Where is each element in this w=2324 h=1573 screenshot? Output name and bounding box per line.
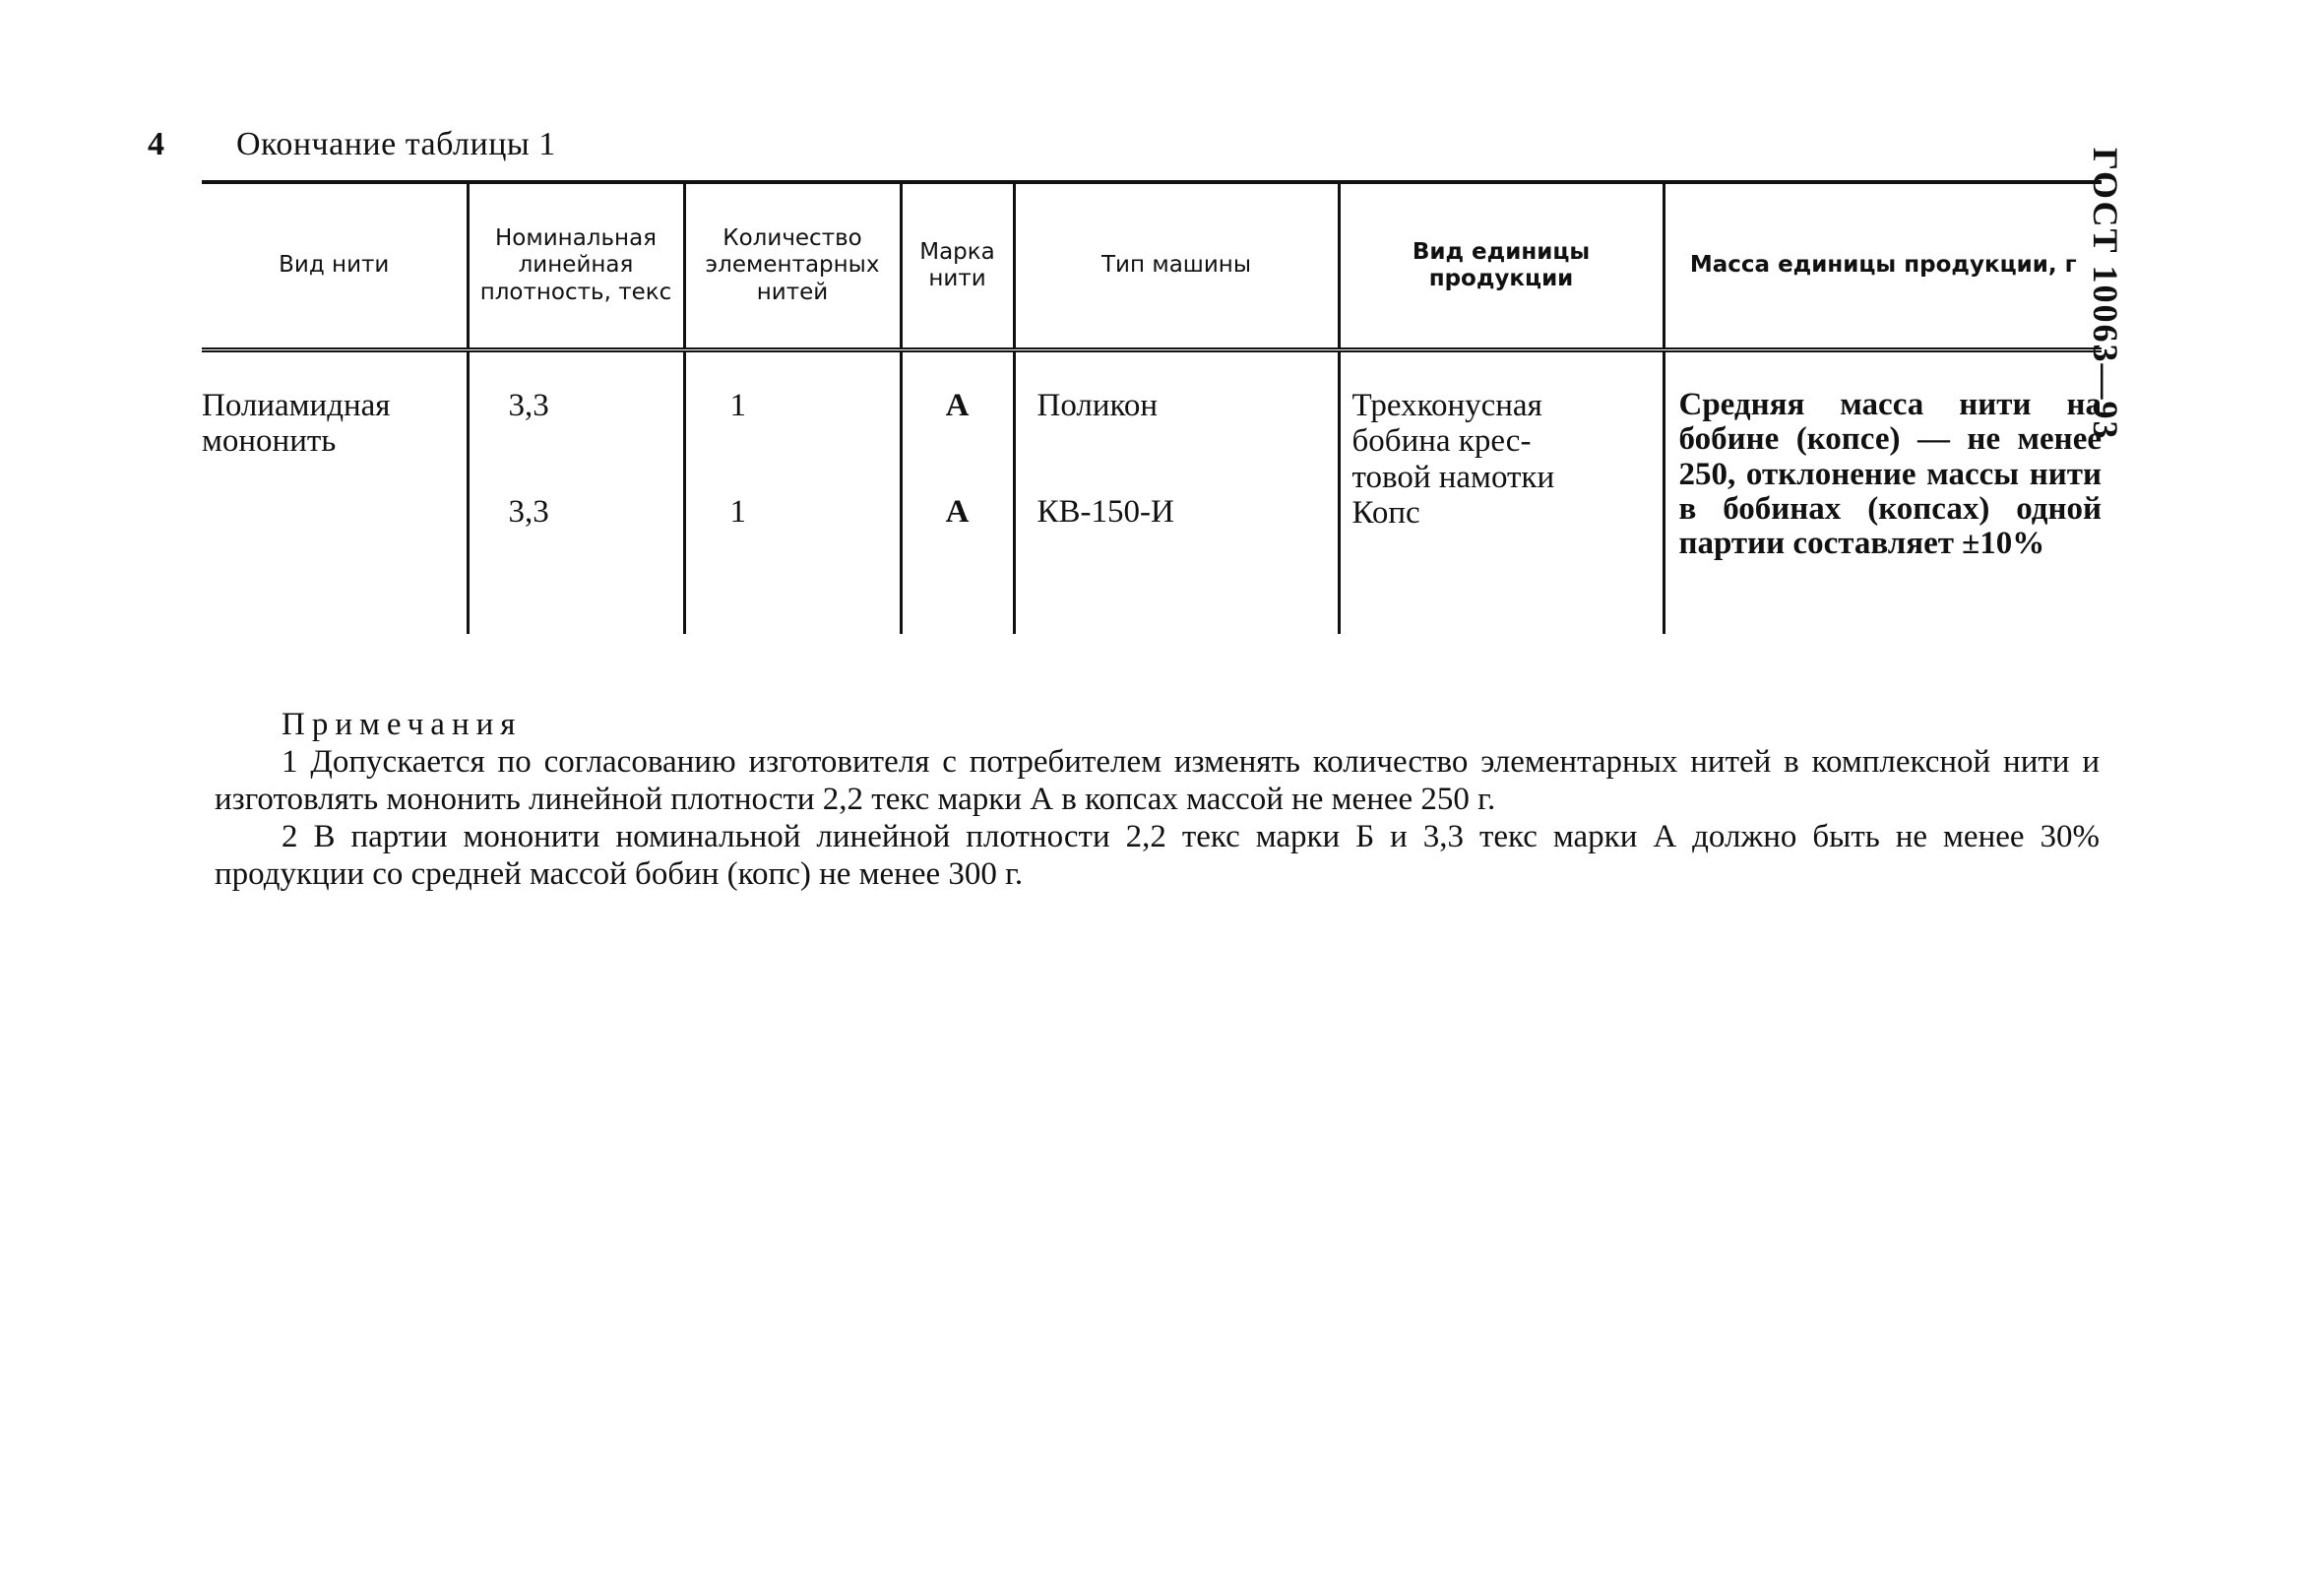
notes-section <box>215 707 2100 894</box>
cell-machine-type <box>1014 350 1339 635</box>
table-header-row <box>202 182 2102 350</box>
unit-type-line: Копс <box>1351 494 1420 531</box>
table-row <box>202 350 2102 635</box>
density-value: 3,3 <box>508 388 549 423</box>
header-filament-count: Количество элементарных нитей <box>684 182 901 350</box>
machine-value: Поликон <box>1036 388 1159 423</box>
cell-unit-type <box>1339 350 1664 635</box>
mark-value: А <box>945 388 970 423</box>
header-thread-type: Вид нити <box>202 182 468 350</box>
cell-unit-mass: Средняя масса нити на бобине (копсе) — не менее 250, отклонение массы нити в бобинах (копсах) одной партии составляет ±10% <box>1664 350 2102 635</box>
note-item: 2 В партии мононити номинальной линейной плотности 2,2 текс марки Б и 3,3 текс марки А должно быть не менее 30% продукции со средней массой бобин (копс) не менее 300 г. <box>215 818 2100 892</box>
header-thread-mark: Марка нити <box>901 182 1014 350</box>
thread-type-line: мононить <box>202 423 337 460</box>
page-number: 4 <box>148 126 164 162</box>
count-value: 1 <box>729 494 746 530</box>
mark-value: А <box>945 494 970 530</box>
cell-filament-count <box>684 350 901 635</box>
unit-type-line: бобина крес- <box>1351 423 1532 460</box>
cell-thread-type <box>202 350 468 635</box>
standard-code: ГОСТ 10063—93 <box>2086 148 2125 441</box>
machine-value: КВ-150-И <box>1036 494 1174 530</box>
cell-thread-mark <box>901 350 1014 635</box>
unit-type-line: товой намотки <box>1351 459 1555 495</box>
data-table <box>202 180 2102 634</box>
density-value: 3,3 <box>508 494 549 530</box>
notes-title: Примечания <box>282 707 523 742</box>
header-unit-mass: Масса единицы продукции, г <box>1664 182 2102 350</box>
header-machine-type: Тип машины <box>1014 182 1339 350</box>
table-1-continuation <box>202 180 2102 634</box>
header-unit-type: Вид единицы продукции <box>1339 182 1664 350</box>
table-title: Окончание таблицы 1 <box>236 126 556 162</box>
count-value: 1 <box>729 388 746 423</box>
thread-type-line: Полиамидная <box>202 388 391 423</box>
cell-density <box>468 350 684 635</box>
note-item: 1 Допускается по согласованию изготовителя с потребителем изменять количество элементарных нитей в комплексной нити и изготовлять мононить линейной плотности 2,2 текс марки А в копсах массой не менее 250 г. <box>215 743 2100 817</box>
unit-type-line: Трехконусная <box>1351 388 1542 423</box>
header-density: Номинальная линейная плотность, текс <box>468 182 684 350</box>
